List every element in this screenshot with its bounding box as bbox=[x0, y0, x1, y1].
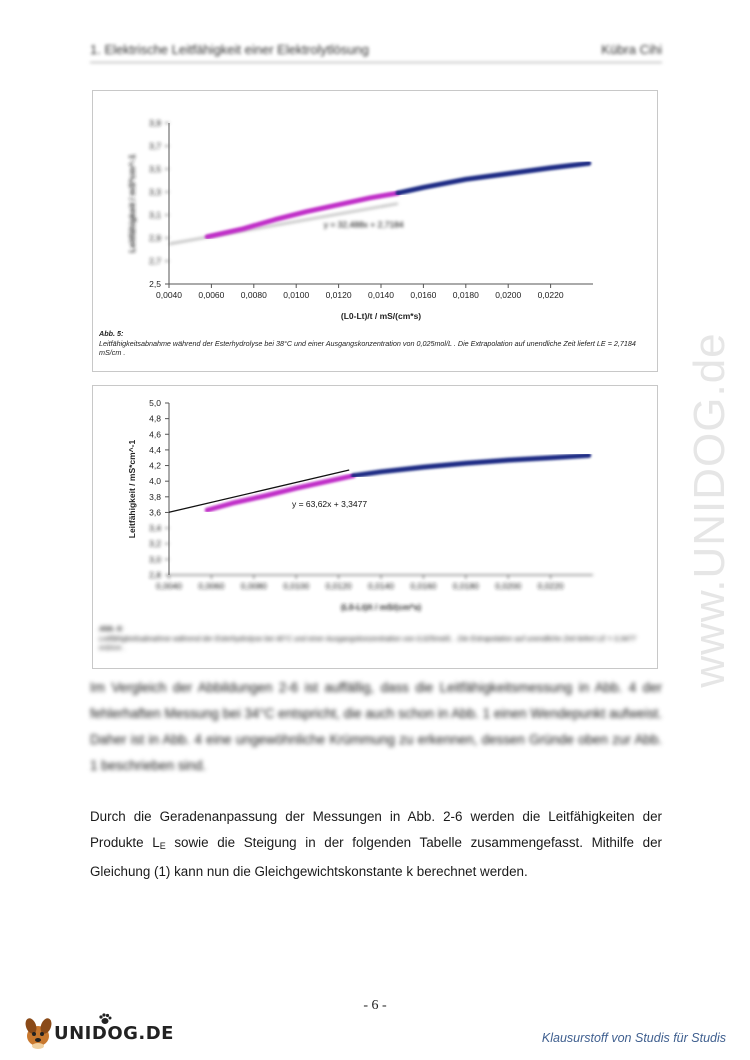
c1-y-label: Leitfähigkeit / mS*cm^-1 bbox=[127, 154, 137, 253]
c2-series-2 bbox=[353, 455, 588, 475]
c1-x-tick-label: 0,0080 bbox=[240, 290, 267, 300]
figure-5 bbox=[92, 90, 658, 372]
unidog-logo bbox=[22, 1012, 172, 1052]
header-author: Kübra Cihi bbox=[601, 42, 662, 57]
c2-x-tick-label: 0,0200 bbox=[495, 581, 522, 591]
footer-slogan: Klausurstoff von Studis für Studis bbox=[541, 1031, 726, 1045]
logo-text: UNIDOG.DE bbox=[54, 1023, 174, 1044]
c2-y-tick-label: 3,2 bbox=[149, 538, 161, 549]
header-title: 1. Elektrische Leitfähigkeit einer Elektrolytlösung bbox=[90, 42, 369, 57]
c2-x-tick-label: 0,0080 bbox=[240, 581, 267, 591]
figure-5-caption-title: Abb. 5: bbox=[99, 329, 124, 338]
figure-6-caption bbox=[99, 624, 647, 653]
c2-y-tick-label: 2,8 bbox=[149, 570, 161, 580]
c1-series-2 bbox=[398, 163, 589, 193]
c2-x-tick-label: 0,0060 bbox=[198, 581, 225, 591]
figure-6 bbox=[92, 385, 658, 669]
page-header bbox=[90, 42, 662, 60]
c1-y-tick-label: 2,7 bbox=[149, 256, 161, 266]
figure-5-caption-text: Leitfähigkeitsabnahme während der Esterhydrolyse bei 38°C und einer Ausgangskonzentration von 0,025mol/L . Die Extrapolation auf unendliche Zeit liefert LE = 2,7184 mS/cm . bbox=[99, 338, 636, 358]
c2-y-tick-label: 4,6 bbox=[149, 429, 161, 440]
c2-y-tick-label: 3,6 bbox=[149, 507, 161, 518]
c2-y-tick-label: 4,8 bbox=[149, 413, 161, 424]
c1-x-tick-label: 0,0040 bbox=[156, 290, 182, 300]
c1-x-tick-label: 0,0220 bbox=[537, 290, 564, 300]
header-divider bbox=[90, 62, 662, 63]
c1-x-tick-label: 0,0180 bbox=[452, 290, 479, 300]
paragraph-fit: Durch die Geradenanpassung der Messungen in Abb. 2-6 werden die Leitfähigkeiten der Produkte $L_E$ sowie die Steigung in der folgenden Tabelle zusammengefasst. Mithilfe der Gleichung (1) kann nun die Gleichgewichtskonstante k berechnet werden. bbox=[90, 809, 662, 879]
c2-clear-layer bbox=[127, 398, 589, 575]
c2-x-tick-label: 0,0220 bbox=[537, 581, 564, 591]
c1-x-tick-label: 0,0100 bbox=[283, 290, 310, 300]
c1-y-tick-label: 2,9 bbox=[149, 233, 161, 243]
c1-trendline-label: y = 32,488x + 2,7184 bbox=[323, 219, 404, 230]
c2-y-tick-label: 3,8 bbox=[149, 491, 161, 502]
c2-y-tick-label: 4,2 bbox=[149, 460, 161, 471]
page-number: - 6 - bbox=[363, 998, 387, 1013]
c2-x-label: (L0-Lt)/t / mS/(cm*s) bbox=[340, 602, 422, 612]
c1-y-tick-label: 2,5 bbox=[149, 279, 161, 289]
c1-x-label: (L0-Lt)/t / mS/(cm*s) bbox=[340, 311, 422, 321]
c2-x-tick-label: 0,0180 bbox=[452, 581, 479, 591]
c2-x-tick-label: 0,0100 bbox=[283, 581, 310, 591]
figure-6-caption-text: Leitfähigkeitsabnahme während der Esterhydrolyse bei 40°C und einer Ausgangskonzentration von 0,025mol/L . Die Extrapolation auf unendliche Zeit liefert LE = 3,3477 mS/cm . bbox=[99, 633, 636, 653]
c2-x-tick-label: 0,0140 bbox=[368, 581, 394, 591]
c2-y-tick-label: 3,4 bbox=[149, 523, 161, 534]
c2-blurred-layer bbox=[149, 523, 593, 612]
c2-x-tick-label: 0,0040 bbox=[156, 581, 182, 591]
c1-series-1 bbox=[207, 193, 398, 237]
c2-x-tick-label: 0,0160 bbox=[410, 581, 437, 591]
c1-x-tick-label: 0,0140 bbox=[368, 290, 394, 300]
c2-y-tick-label: 4,0 bbox=[149, 476, 161, 487]
watermark: www.UNIDOG.de bbox=[685, 332, 734, 688]
c2-y-tick-label: 5,0 bbox=[149, 398, 161, 408]
c1-x-tick-label: 0,0120 bbox=[325, 290, 352, 300]
c2-y-tick-label: 3,0 bbox=[149, 554, 161, 565]
c1-y-tick-label: 3,3 bbox=[149, 187, 161, 197]
c2-trendline-label: y = 63,62x + 3,3477 bbox=[291, 498, 368, 509]
c1-x-tick-label: 0,0060 bbox=[198, 290, 225, 300]
figure-5-caption bbox=[99, 329, 647, 358]
c1-y-tick-label: 3,5 bbox=[149, 164, 161, 174]
c1-y-tick-label: 3,1 bbox=[149, 210, 161, 220]
figure-6-caption-title: Abb. 6: bbox=[99, 624, 124, 633]
c2-x-tick-label: 0,0120 bbox=[325, 581, 352, 591]
c2-y-label: Leitfähigkeit / mS*cm^-1 bbox=[127, 439, 137, 539]
c1-y-tick-label: 3,7 bbox=[149, 141, 161, 151]
c1-x-tick-label: 0,0200 bbox=[495, 290, 522, 300]
c1-x-tick-label: 0,0160 bbox=[410, 290, 437, 300]
c2-y-tick-label: 4,4 bbox=[149, 444, 161, 455]
paragraph-comparison: Im Vergleich der Abbildungen 2-6 ist auffällig, dass die Leitfähigkeitsmessung in Abb. 4 der fehlerhaften Messung bei 34°C entspricht, die auch schon in Abb. 1 einen Wendepunkt aufweist. Daher ist in Abb. 4 eine ungewöhnliche Krümmung zu erkennen, dessen Gründe oben zur Abb. 1 beschrieben sind. bbox=[90, 680, 662, 773]
c1-y-tick-label: 3,9 bbox=[149, 118, 161, 128]
